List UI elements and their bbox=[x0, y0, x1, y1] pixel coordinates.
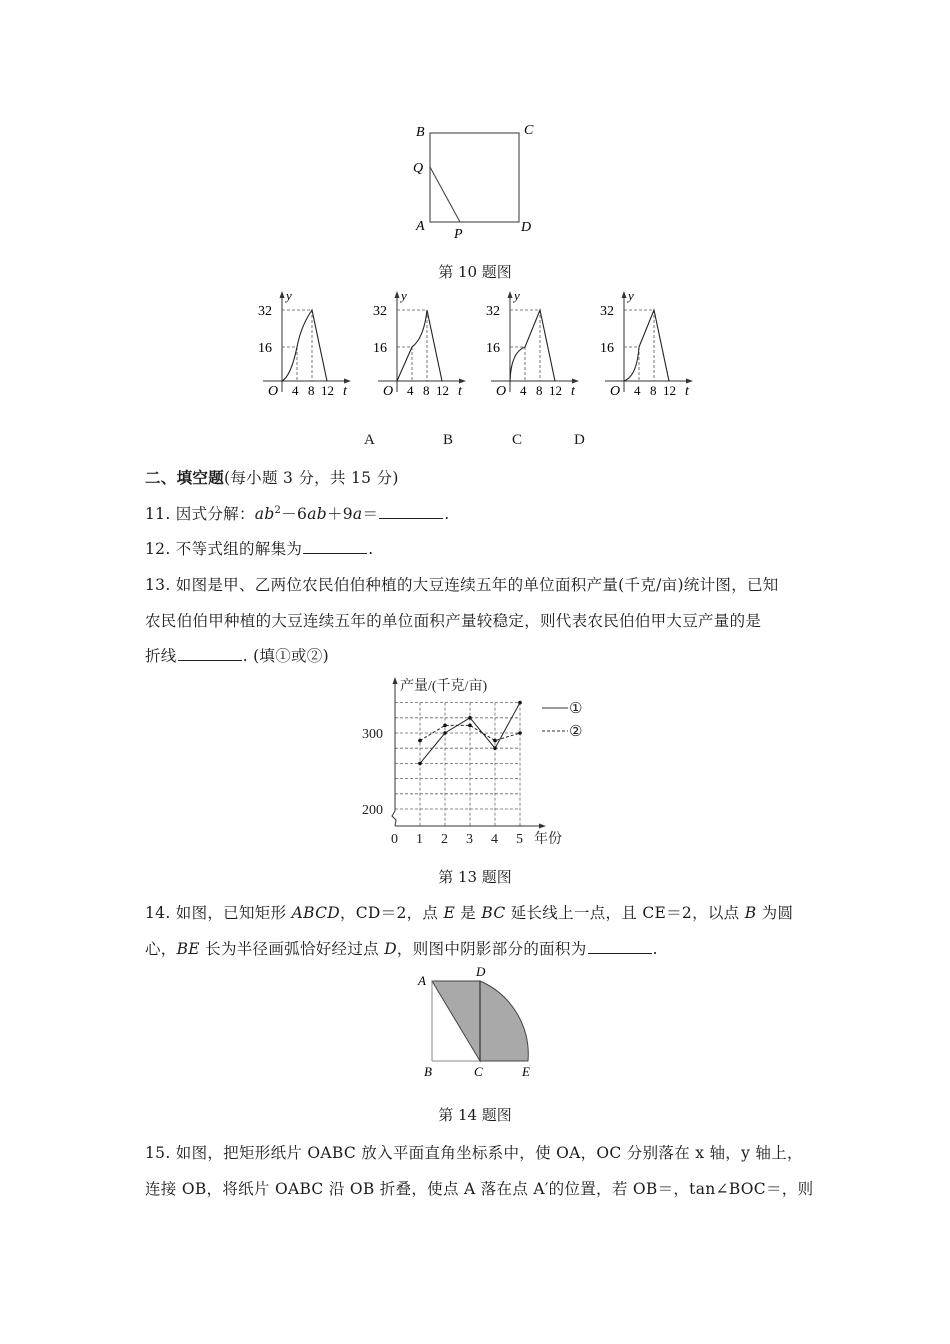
section-scoring: (每小题 3 分，共 15 分) bbox=[224, 469, 399, 487]
q11-equals: ＝ bbox=[362, 505, 379, 523]
q14-e: E bbox=[443, 904, 456, 922]
production-chart-svg bbox=[355, 672, 620, 850]
q14-answer-blank[interactable] bbox=[588, 939, 652, 954]
option-label-b: B bbox=[443, 432, 454, 448]
option-label-d: D bbox=[574, 432, 585, 448]
label-C: C bbox=[524, 123, 534, 138]
svg-text:2: 2 bbox=[441, 832, 448, 847]
q14-l2a: 心， bbox=[145, 940, 177, 958]
production-chart bbox=[355, 672, 620, 850]
q11-plus9: ＋9 bbox=[326, 505, 353, 523]
svg-text:年份: 年份 bbox=[534, 832, 562, 847]
q11-prefix: 11. 因式分解： bbox=[145, 505, 255, 523]
svg-text:4: 4 bbox=[491, 832, 498, 847]
label-B: B bbox=[416, 125, 425, 140]
square-diagram bbox=[400, 110, 550, 250]
graph-option-d bbox=[600, 288, 693, 399]
q12-suffix: . bbox=[368, 540, 374, 558]
q14-is: 是 bbox=[455, 904, 482, 922]
label-D: D bbox=[476, 964, 486, 979]
graph-option-c bbox=[486, 288, 579, 399]
q14-be: BE bbox=[176, 940, 200, 958]
graph-option-b bbox=[373, 288, 466, 399]
figure-10-caption: 第 10 题图 bbox=[438, 263, 512, 281]
question-13-line3 bbox=[145, 644, 329, 666]
section-title: 二、填空题 bbox=[145, 468, 225, 487]
svg-text:②: ② bbox=[569, 724, 583, 740]
svg-text:5: 5 bbox=[516, 832, 523, 847]
q14-ext: 延长线上一点，且 bbox=[505, 904, 643, 922]
q11-term-a: a bbox=[352, 505, 363, 523]
label-C: C bbox=[474, 1064, 483, 1079]
answer-graphs bbox=[255, 288, 695, 400]
q11-term-ab: ab bbox=[254, 505, 275, 523]
svg-text:200: 200 bbox=[362, 803, 383, 818]
svg-text:0: 0 bbox=[391, 832, 398, 847]
figure-10 bbox=[400, 110, 550, 250]
question-15-line2: 连接 OB，将纸片 OABC 沿 OB 折叠，使点 A 落在点 A′的位置，若 OB＝，tan∠BOC＝，则 bbox=[145, 1180, 814, 1198]
q14-ce: CE＝2，以点 bbox=[642, 904, 745, 922]
label-B: B bbox=[424, 1064, 432, 1079]
q11-exponent: 2 bbox=[274, 504, 282, 516]
question-12 bbox=[145, 537, 373, 559]
q11-answer-blank[interactable] bbox=[379, 504, 443, 519]
figure-13-caption: 第 13 题图 bbox=[438, 868, 512, 886]
question-13-line1: 13. 如图是甲、乙两位农民伯伯种植的大豆连续五年的单位面积产量(千克/亩)统计图，已知 bbox=[145, 576, 779, 594]
label-P: P bbox=[454, 227, 463, 242]
q14-suffix: . bbox=[652, 940, 658, 958]
label-A: A bbox=[416, 219, 425, 234]
q14-cd: ，CD＝2，点 bbox=[339, 904, 444, 922]
q11-minus6: －6 bbox=[281, 505, 308, 523]
label-D: D bbox=[521, 220, 532, 235]
q14-l2b: 长为半径画弧恰好经过点 bbox=[199, 940, 385, 958]
q14-text: 14. 如图，已知矩形 bbox=[145, 904, 292, 922]
question-14-line2 bbox=[145, 937, 658, 959]
rectangle-arc-diagram bbox=[410, 962, 550, 1082]
section-heading bbox=[145, 466, 399, 488]
question-13-line2: 农民伯伯甲种植的大豆连续五年的单位面积产量较稳定，则代表农民伯伯甲大豆产量的是 bbox=[145, 612, 762, 630]
q14-b: B bbox=[744, 904, 757, 922]
figure-14 bbox=[410, 962, 550, 1082]
question-14-line1 bbox=[145, 901, 793, 923]
label-A: A bbox=[418, 973, 426, 988]
label-Q: Q bbox=[413, 161, 424, 176]
q11-term-ab2: ab bbox=[307, 505, 327, 523]
option-label-a: A bbox=[364, 432, 375, 448]
svg-text:1: 1 bbox=[416, 832, 423, 847]
svg-text:300: 300 bbox=[362, 727, 383, 742]
question-11 bbox=[145, 502, 450, 524]
q12-prefix: 12. 不等式组的解集为 bbox=[145, 540, 303, 558]
figure-14-caption: 第 14 题图 bbox=[438, 1106, 512, 1124]
q14-l2c: ，则图中阴影部分的面积为 bbox=[396, 940, 587, 958]
q13-prefix: 折线 bbox=[145, 647, 177, 665]
q11-suffix: . bbox=[444, 505, 450, 523]
question-15-line1: 15. 如图，把矩形纸片 OABC 放入平面直角坐标系中，使 OA，OC 分别落在 x 轴，y 轴上， bbox=[145, 1144, 803, 1162]
q14-center: 为圆 bbox=[756, 904, 794, 922]
q13-answer-blank[interactable] bbox=[178, 646, 242, 661]
option-label-c: C bbox=[512, 432, 523, 448]
q14-rect: ABCD bbox=[291, 904, 340, 922]
q14-bc: BC bbox=[481, 904, 506, 922]
graph-option-a bbox=[258, 288, 351, 399]
q12-answer-blank[interactable] bbox=[303, 539, 367, 554]
svg-text:产量/(千克/亩): 产量/(千克/亩) bbox=[400, 679, 488, 694]
answer-graphs-svg bbox=[255, 288, 695, 400]
q14-d: D bbox=[384, 940, 397, 958]
svg-text:①: ① bbox=[569, 701, 583, 717]
q13-suffix: . (填①或②) bbox=[242, 647, 329, 665]
label-E: E bbox=[522, 1064, 530, 1079]
svg-text:3: 3 bbox=[466, 832, 473, 847]
